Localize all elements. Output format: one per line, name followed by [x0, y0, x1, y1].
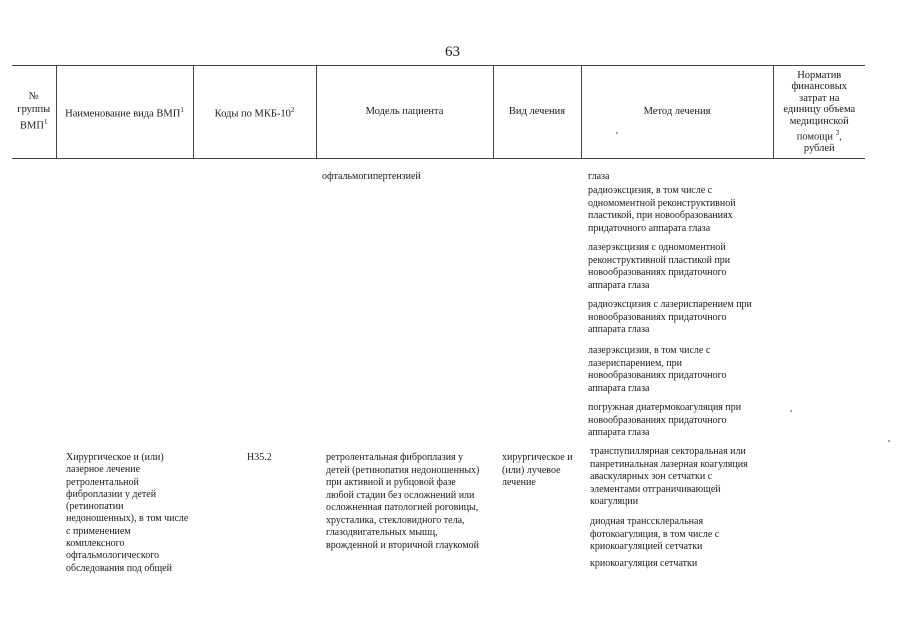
header-icd-codes: Коды по МКБ-$10^2$ [193, 66, 316, 159]
method-item: транспупиллярная секторальная или панретинальная лазерная коагуляция аваскулярных зон сетчатки с элементами отграничивающей коагуляции [590, 446, 748, 507]
method-item: радиоэксцизия с лазериспарением при новообразованиях придаточного аппарата глаза [588, 299, 752, 335]
method-item: погружная диатермокоагуляция при новообразованиях придаточного аппарата глаза [588, 402, 742, 438]
scan-speck [888, 440, 890, 442]
table-header [12, 65, 865, 159]
continued-patient-model: офтальмогипертензией [322, 171, 421, 182]
header-vmp-name: Наименование вида ВМП$^1$ [56, 66, 193, 159]
vmp-name-cell: Хирургическое и (или) лазерное лечение ретролентальной фиброплазии у детей (ретинопатии недоношенных), в том числе с применением комплексного офтальмологического обследования под общей [66, 452, 189, 574]
header-treatment-method: Метод лечения [581, 66, 773, 159]
icd-code-cell: H35.2 [247, 452, 272, 463]
method-item: лазерэксцизия с одномоментной реконструктивной пластикой при новообразованиях придаточного аппарата глаза [588, 242, 731, 291]
patient-model-cell: ретролентальная фиброплазия у детей (ретинопатия недоношенных) при активной и рубцовой фазе любой стадии без осложнений или осложненная патологией роговицы, хрусталика, стекловидного тела, глазодвигательных мышц, врожденной и вторичной глаукомой [326, 452, 480, 551]
page-number: 63 [445, 44, 460, 60]
scan-speck [616, 132, 618, 134]
header-treatment-type: Вид лечения [493, 66, 581, 159]
method-item: глаза [588, 171, 610, 182]
header-patient-model: Модель пациента [316, 66, 493, 159]
method-item: криокоагуляция сетчатки [590, 558, 698, 569]
header-group-number: № группы ВМП$^1$ [12, 66, 56, 159]
method-item: радиоэксцизия, в том числе с одномоментной реконструктивной пластикой, при новообразованиях придаточного аппарата глаза [588, 185, 736, 234]
scan-speck [790, 410, 792, 412]
header-financial-norm: Норматив финансовых затрат на единицу объема медицинской помощи $^3$, рублей [773, 66, 865, 159]
method-item: лазерэксцизия, в том числе с лазериспарением, при новообразованиях придаточного аппарата глаза [588, 345, 727, 394]
method-item: диодная транссклеральная фотокоагуляция, в том числе с криокоагуляцией сетчатки [590, 516, 720, 552]
treatment-type-cell: хирургическое и (или) лучевое лечение [502, 452, 573, 488]
